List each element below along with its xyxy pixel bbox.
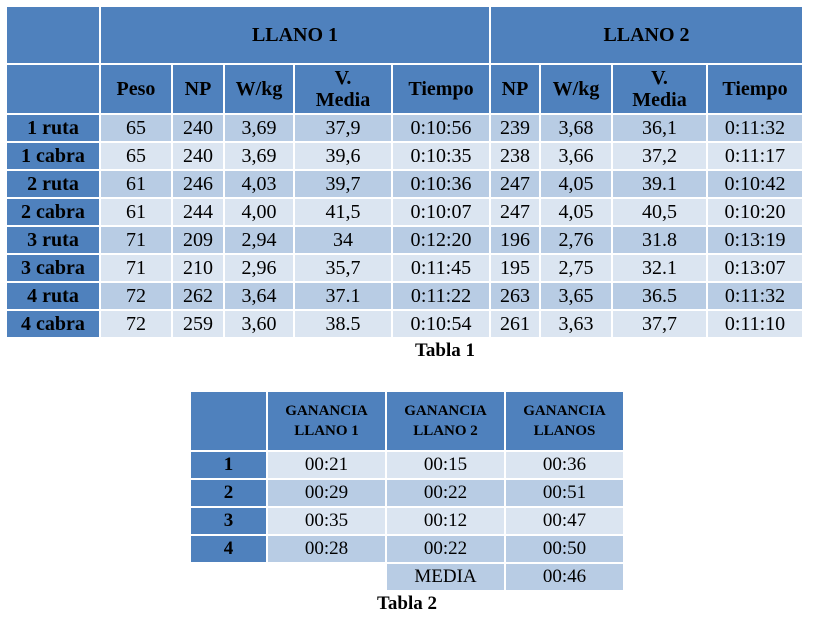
table-cell: 39,6 [294,142,392,170]
table-cell: 247 [490,170,540,198]
table-cell: 36,1 [612,114,707,142]
table-cell: 00:12 [386,507,505,535]
table-row [6,254,803,282]
table-cell: 65 [100,114,172,142]
table-cell: 00:21 [267,451,386,479]
table-cell: 0:11:10 [707,310,803,338]
table-row [190,507,624,535]
table-cell: 239 [490,114,540,142]
table-cell: 3,60 [224,310,294,338]
table-cell: 2,96 [224,254,294,282]
table-cell: 00:35 [267,507,386,535]
table1-corner [6,6,100,64]
table-cell: 210 [172,254,224,282]
table-row [190,451,624,479]
row-label: 2 [190,479,267,507]
table-cell: 4,05 [540,198,612,226]
table-cell: 38.5 [294,310,392,338]
col-header-vmedia-1: V. Media [294,64,392,114]
table-cell: 61 [100,170,172,198]
table-row [6,170,803,198]
table-cell: 262 [172,282,224,310]
row-label: 3 cabra [6,254,100,282]
table-cell: 0:11:32 [707,114,803,142]
table-cell: 0:11:17 [707,142,803,170]
table-cell: 00:36 [505,451,624,479]
table-2 [189,390,625,592]
table1-row-header-blank [6,64,100,114]
table-cell: 4,00 [224,198,294,226]
table-row [190,479,624,507]
table-cell: 61 [100,198,172,226]
table-cell: 37,9 [294,114,392,142]
table-row [6,114,803,142]
row-label: 4 [190,535,267,563]
col-header-np-2: NP [490,64,540,114]
table-cell: 71 [100,226,172,254]
col-header-ganancia-llanos: GANANCIA LLANOS [505,391,624,451]
table-cell: 0:11:32 [707,282,803,310]
row-label: 3 [190,507,267,535]
table-cell: 0:11:22 [392,282,490,310]
table-cell: 247 [490,198,540,226]
col-header-tiempo-1: Tiempo [392,64,490,114]
table-cell: 0:10:54 [392,310,490,338]
table-cell: 00:15 [386,451,505,479]
col-header-wkg-1: W/kg [224,64,294,114]
table-cell: 40,5 [612,198,707,226]
table-cell: 72 [100,282,172,310]
table-cell: 00:22 [386,535,505,563]
table-cell: 0:13:07 [707,254,803,282]
table-cell: 65 [100,142,172,170]
table-cell: 72 [100,310,172,338]
table-cell: 0:10:56 [392,114,490,142]
table-cell: 39,7 [294,170,392,198]
table-cell: 0:11:45 [392,254,490,282]
table-row [6,198,803,226]
col-header-ganancia-llano-1: GANANCIA LLANO 1 [267,391,386,451]
table-cell: 3,69 [224,114,294,142]
table-cell: 209 [172,226,224,254]
table-cell: 00:51 [505,479,624,507]
table-cell: 0:10:35 [392,142,490,170]
group-header-llano-2: LLANO 2 [490,6,803,64]
table-cell: 00:29 [267,479,386,507]
table-cell: 39.1 [612,170,707,198]
table-cell: 37,7 [612,310,707,338]
table-cell: 244 [172,198,224,226]
table-cell: 246 [172,170,224,198]
row-label: 2 cabra [6,198,100,226]
row-label: 4 ruta [6,282,100,310]
table-row [6,142,803,170]
table-cell: 31.8 [612,226,707,254]
table-cell: 00:22 [386,479,505,507]
table-cell: 2,75 [540,254,612,282]
col-header-np-1: NP [172,64,224,114]
table-row [6,226,803,254]
table-cell: 240 [172,142,224,170]
row-label: 1 ruta [6,114,100,142]
table-cell: 0:13:19 [707,226,803,254]
col-header-wkg-2: W/kg [540,64,612,114]
summary-blank-cell [267,563,386,591]
table-cell: 4,03 [224,170,294,198]
summary-blank-cell [190,563,267,591]
table-cell: 0:10:36 [392,170,490,198]
table-cell: 00:28 [267,535,386,563]
table-cell: 2,94 [224,226,294,254]
table-row [6,310,803,338]
table-cell: 0:10:42 [707,170,803,198]
table-cell: 195 [490,254,540,282]
table-cell: 41,5 [294,198,392,226]
table-row [190,535,624,563]
table-cell: 00:50 [505,535,624,563]
row-label: 3 ruta [6,226,100,254]
table-cell: 3,69 [224,142,294,170]
row-label: 1 cabra [6,142,100,170]
table-cell: 3,63 [540,310,612,338]
table-2-caption: Tabla 2 [376,593,438,614]
row-label: 2 ruta [6,170,100,198]
summary-value: 00:46 [505,563,624,591]
table-cell: 2,76 [540,226,612,254]
table-cell: 3,66 [540,142,612,170]
table-1 [5,5,804,339]
table-cell: 37.1 [294,282,392,310]
table-cell: 3,68 [540,114,612,142]
table-cell: 240 [172,114,224,142]
table-cell: 36.5 [612,282,707,310]
table-cell: 196 [490,226,540,254]
col-header-tiempo-2: Tiempo [707,64,803,114]
table-cell: 35,7 [294,254,392,282]
table-1-caption: Tabla 1 [414,340,476,361]
row-label: 4 cabra [6,310,100,338]
table-cell: 4,05 [540,170,612,198]
table-cell: 71 [100,254,172,282]
table-cell: 238 [490,142,540,170]
table-cell: 0:10:07 [392,198,490,226]
row-label: 1 [190,451,267,479]
col-header-ganancia-llano-2: GANANCIA LLANO 2 [386,391,505,451]
col-header-vmedia-2: V. Media [612,64,707,114]
group-header-llano-1: LLANO 1 [100,6,490,64]
table-cell: 263 [490,282,540,310]
summary-label: MEDIA [386,563,505,591]
table-cell: 3,65 [540,282,612,310]
col-header-peso: Peso [100,64,172,114]
table-cell: 259 [172,310,224,338]
table-cell: 261 [490,310,540,338]
table-cell: 0:10:20 [707,198,803,226]
table-row [6,282,803,310]
table-cell: 32.1 [612,254,707,282]
table-cell: 3,64 [224,282,294,310]
table-cell: 0:12:20 [392,226,490,254]
table-cell: 00:47 [505,507,624,535]
table2-corner [190,391,267,451]
table-cell: 34 [294,226,392,254]
table-cell: 37,2 [612,142,707,170]
